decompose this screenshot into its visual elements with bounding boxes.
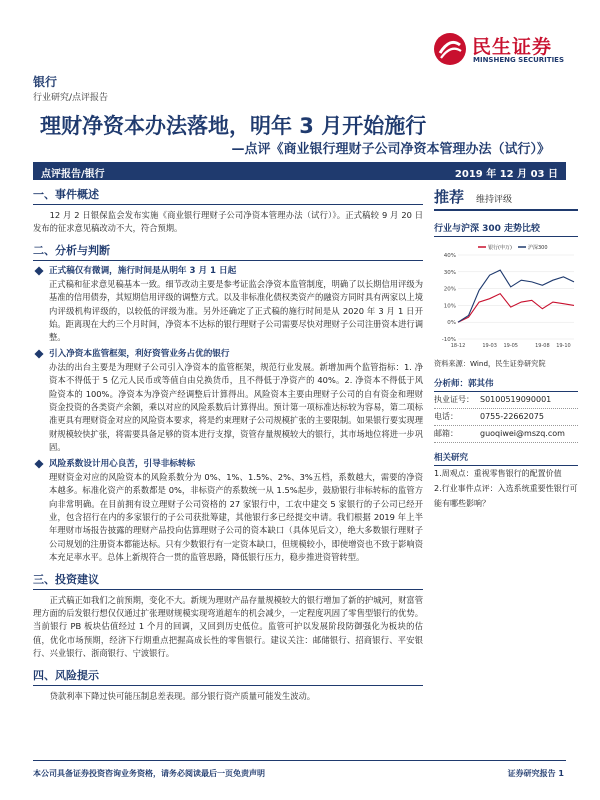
diamond-bullet-icon <box>34 266 43 275</box>
section-heading: 四、风险提示 <box>33 667 423 686</box>
related-item[interactable]: 2.行业事件点评：入选系统重要性银行可能有哪些影响？ <box>434 484 578 508</box>
brand-name-cn: 民生证券 <box>472 36 553 58</box>
y-tick-label: 20% <box>443 286 456 293</box>
rating-sub: 维持评级 <box>476 195 513 205</box>
report-subtitle: —点评《商业银行理财子公司净资本管理办法（试行）》 <box>231 142 550 157</box>
section-paragraph: 贷款利率下降过快可能压制息差表现。部分银行资产质量可能发生波动。 <box>49 690 316 701</box>
band-category: 点评报告/银行 <box>41 169 105 180</box>
analyst-name: 分析师：郭其伟 <box>434 377 578 392</box>
bullet-paragraph: 正式稿和征求意见稿基本一致。细节改动主要是参考证监会净资本监管制度，明确了以长期信用评级为基准的信用债券，其短期信用评级的调整方式。以及非标准化债权类资产的融资方同时具有两家以上境内评级机构评级的，以较低的评级为准。另外还确定了正式稿的施行时间是从 2020 年 3 月 1 日开始。距离现在大约三个月时间，净资本不达标的银行理财子公司需要尽快对理财子公司注册资本进行调整。 <box>49 278 423 343</box>
analyst-row <box>434 392 578 409</box>
analyst-info <box>434 392 578 443</box>
y-tick-label: 30% <box>443 269 456 276</box>
sidebar <box>434 186 578 511</box>
analyst-row-value: 0755-22662075 <box>480 412 544 421</box>
bullet-paragraph: 理财资金对应的风险资本的风险系数分为 0%、1%、1.5%、2%、3%五档，系数越大，需要的净资本越多。标准化资产的系数都是 0%，非标资产的系数统一从 1.5%起步，鼓励银行非标转标的监管方向非常明确。在目前拥有设立理财子公司资格的 27 家银行中，工农中建交 5 家银行的子公司已经开业，包含招行在内的多家银行的子公司获批筹建，其他银行多已经提交申请。我们根据 2019 年上半年理财市场报告披露的理财产品投向估算理财子公司的资本缺口（具体见后文），绝大多数银行理财子公司规划的注册资本都能达标。只有少数银行有一定资本缺口，但规模较小，即使增资也不致于影响资本充足率水平。总体上新规符合一贯的监管思路，降低银行压力，稳步推进资管转型。 <box>49 471 423 563</box>
related-item[interactable]: 1.周观点：重视零售银行的配置价值 <box>434 469 562 478</box>
main-column <box>33 186 423 703</box>
band-date: 2019 年 12 月 03 日 <box>454 169 558 180</box>
legend-label: 银行(申万) <box>488 245 512 251</box>
section-heading: 三、投资建议 <box>33 571 423 590</box>
section-heading: 二、分析与判断 <box>33 242 423 261</box>
analyst-row <box>434 409 578 426</box>
header-band <box>33 162 566 180</box>
section-heading: 一、事件概述 <box>33 186 423 205</box>
section-paragraph: 12 月 2 日银保监会发布实施《商业银行理财子公司净资本管理办法（试行）》。正式稿较 9 月 20 日发布的征求意见稿改动不大，符合预期。 <box>33 210 423 234</box>
related-title: 相关研究 <box>434 451 578 466</box>
x-tick-label: 19-08 <box>535 343 550 349</box>
trend-chart <box>434 241 578 353</box>
bullet-title: 引入净资本监管框架，利好资管业务占优的银行 <box>49 348 230 359</box>
bullet-point <box>33 458 423 471</box>
x-tick-label: 19-03 <box>482 343 497 349</box>
bullet-point <box>33 265 423 278</box>
minsheng-logo-icon <box>432 31 468 67</box>
brand-name-en: MINSHENG SECURITIES <box>473 56 564 64</box>
report-title: 理财净资本办法落地，明年 3 月开始施行 <box>40 114 427 138</box>
bullet-point <box>33 348 423 361</box>
chart-source: 资料来源：Wind，民生证券研究院 <box>434 359 546 368</box>
bullet-title: 风险系数设计用心良苦，引导非标转标 <box>49 458 196 469</box>
bullet-paragraph: 办法的出台主要是为理财子公司引入净资本的监管框架，规范行业发展。新增加两个监管指标：1. 净资本不得低于 5 亿元人民币或等值自由兑换货币，且不得低于净资产的 40%。2. 净资本不得低于风险资本的 100%。净资本为净资产经调整后计算得出。风险资本主要由理财子公司的自有资金和理财资金投资的各类资产余额，乘以对应的风险系数后计算得出。预计第一项标准达标较为容易，第二项标准更具有理财资金对应的风险资本要求，将是约束理财子公司规模扩张的主要限制。如果银行要实现理财规模较快扩张，将需要具备足够的资本进行支撑，资管存量规模较大的银行，其市场地位将进一步巩固。 <box>49 361 423 453</box>
footer-page: 证券研究报告 1 <box>507 769 564 778</box>
report-type: 行业研究/点评报告 <box>33 93 109 103</box>
y-tick-label: -10% <box>441 337 456 343</box>
footer-disclaimer: 本公司具备证券投资咨询业务资格，请务必阅读最后一页免责声明 <box>33 769 265 778</box>
y-tick-label: 40% <box>443 253 456 259</box>
legend-label: 沪深300 <box>528 245 548 251</box>
diamond-bullet-icon <box>34 459 43 468</box>
analyst-row-label: 执业证号： <box>434 395 474 404</box>
analyst-row-label: 电话： <box>434 412 458 421</box>
section-paragraph: 正式稿正如我们之前预期，变化不大。新规为理财产品存量规模较大的银行增加了新的护城河，财富管理方面的后发银行想仅仅通过扩张理财规模实现弯道超车的机会减少，一定程度巩固了零售型银行的优势。当前银行 PB 板块估值经过 1 个月的回调，又回到历史低位。监管可护以发展阶段防御强化为板块的估值，优化市场预期，经济下行期重点把握高成长性的零售银行。建议关注：邮储银行、招商银行、平安银行、兴业银行、浙商银行、宁波银行。 <box>33 594 423 659</box>
series-line <box>458 270 574 322</box>
analyst-email-link[interactable]: guoqiwei@mszq.com <box>480 429 565 438</box>
x-tick-label: 19-05 <box>503 343 518 349</box>
rating-label: 推荐 <box>434 188 465 206</box>
brand-logo <box>432 31 582 71</box>
rating-box <box>434 186 578 211</box>
analyst-row <box>434 426 578 443</box>
analyst-row-value: S0100519090001 <box>480 395 552 404</box>
y-tick-label: 10% <box>443 303 456 310</box>
y-tick-label: 0% <box>447 320 456 327</box>
x-tick-label: 18-12 <box>450 343 466 349</box>
footer-divider <box>33 760 566 761</box>
analyst-row-label: 邮箱： <box>434 429 458 438</box>
x-tick-label: 19-10 <box>556 343 571 349</box>
chart-title: 行业与沪深 300 走势比较 <box>434 221 578 237</box>
diamond-bullet-icon <box>34 349 43 358</box>
bullet-title: 正式稿仅有微调，施行时间是从明年 3 月 1 日起 <box>49 265 237 276</box>
industry-label: 银行 <box>33 75 58 89</box>
